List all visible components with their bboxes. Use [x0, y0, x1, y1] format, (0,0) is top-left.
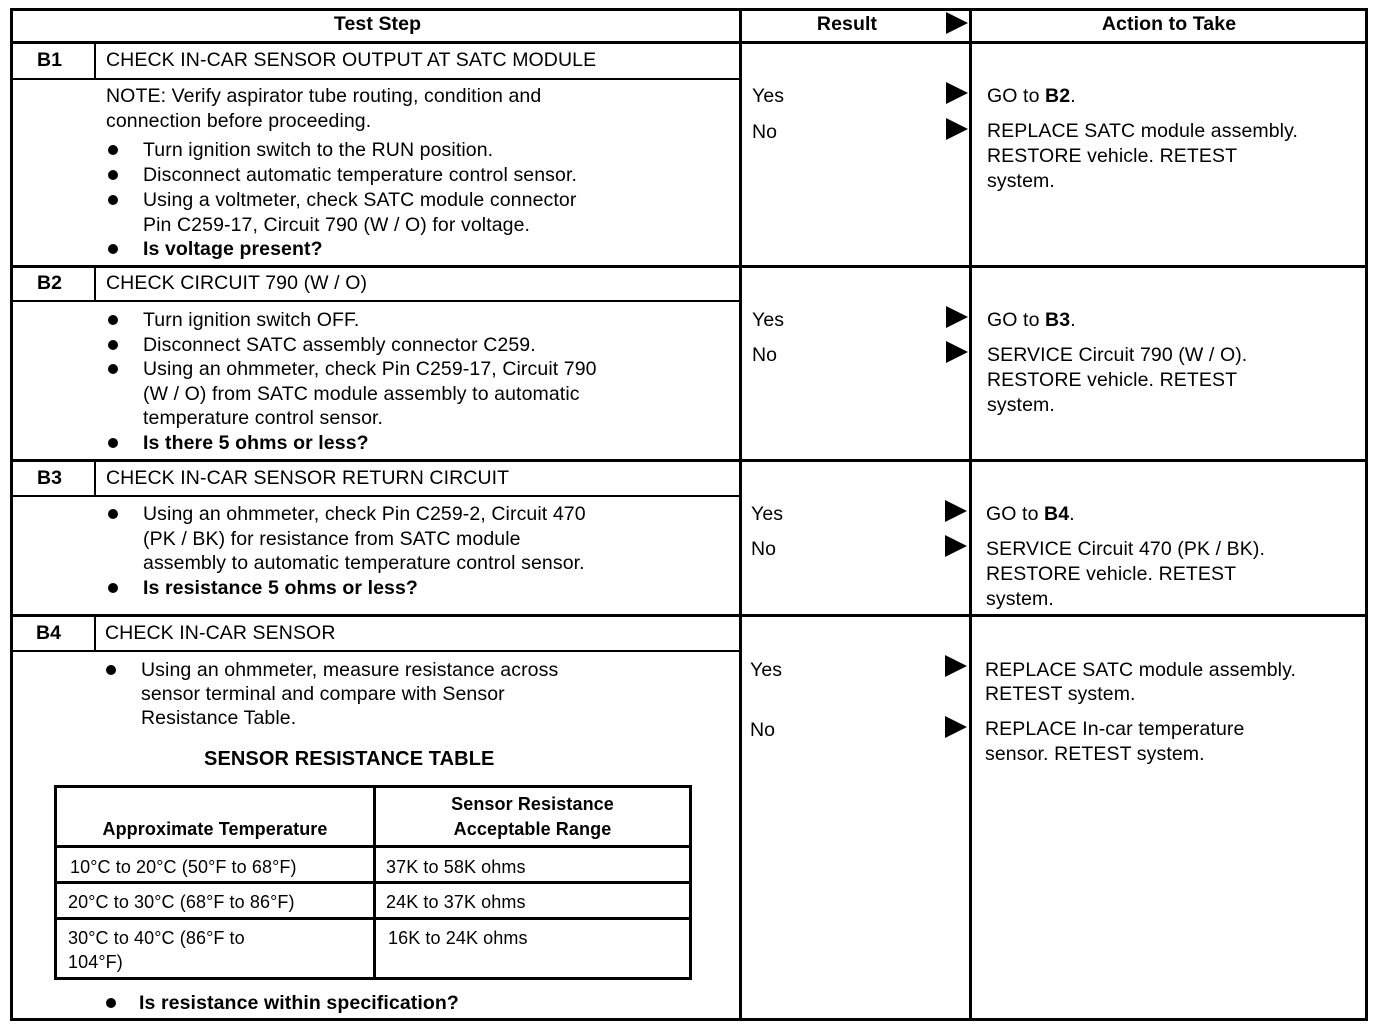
result-yes: Yes: [751, 503, 784, 525]
action-no-line: REPLACE In-car temperature: [985, 718, 1245, 740]
header-result: Result: [816, 13, 878, 35]
instruction-line: Turn ignition switch to the RUN position.: [143, 139, 494, 161]
arrow-right-icon: [945, 500, 967, 522]
action-yes: GO to B3.: [987, 309, 1076, 331]
arrow-right-icon: [945, 655, 967, 677]
instruction-line: assembly to automatic temperature control sensor.: [143, 552, 585, 574]
result-yes: Yes: [752, 309, 785, 331]
instruction-line: Turn ignition switch OFF.: [143, 309, 360, 331]
arrow-right-icon: [945, 535, 967, 557]
instruction-line: Using an ohmmeter, check Pin C259-2, Circuit 470: [143, 503, 586, 525]
instruction-line: Using a voltmeter, check SATC module connector: [143, 189, 577, 211]
table-cell-range: 37K to 58K ohms: [386, 857, 526, 877]
instruction-line: Using an ohmmeter, measure resistance across: [141, 659, 559, 681]
note-line: connection before proceeding.: [106, 110, 372, 132]
action-no-line: REPLACE SATC module assembly.: [987, 120, 1299, 142]
instruction-line: Using an ohmmeter, check Pin C259-17, Circuit 790: [143, 358, 597, 380]
arrow-right-icon: [946, 306, 968, 328]
bullet-icon: [108, 340, 118, 350]
arrow-right-icon: [946, 82, 968, 104]
instruction-line: Pin C259-17, Circuit 790 (W / O) for voltage.: [143, 214, 531, 236]
action-yes-line: REPLACE SATC module assembly.: [985, 659, 1297, 681]
question: Is resistance 5 ohms or less?: [143, 577, 418, 599]
instruction-line: sensor terminal and compare with Sensor: [141, 683, 505, 705]
result-yes: Yes: [752, 85, 785, 107]
step-id-b1: B1: [37, 49, 63, 71]
step-id-b3: B3: [37, 467, 63, 489]
arrow-right-icon: [946, 12, 968, 34]
step-id-b4: B4: [36, 622, 62, 644]
result-no: No: [752, 344, 778, 366]
step-id-b2: B2: [37, 272, 63, 294]
arrow-right-icon: [946, 341, 968, 363]
bullet-icon: [108, 170, 118, 180]
result-yes: Yes: [750, 659, 783, 681]
action-no-line: RESTORE vehicle. RETEST: [986, 563, 1237, 585]
result-no: No: [750, 719, 776, 741]
result-no: No: [752, 121, 778, 143]
question: Is there 5 ohms or less?: [143, 432, 369, 454]
step-title-b3: CHECK IN-CAR SENSOR RETURN CIRCUIT: [106, 467, 510, 489]
note-line: NOTE: Verify aspirator tube routing, condition and: [106, 85, 542, 107]
instruction-line: temperature control sensor.: [143, 407, 384, 429]
step-title-b2: CHECK CIRCUIT 790 (W / O): [106, 272, 368, 294]
table-cell-temp: 104°F): [68, 952, 123, 972]
table-cell-range: 16K to 24K ohms: [388, 928, 528, 948]
bullet-icon: [108, 509, 118, 519]
header-action: Action to Take: [1101, 13, 1237, 35]
action-no-line: sensor. RETEST system.: [985, 743, 1205, 765]
bullet-icon: [108, 145, 118, 155]
bullet-icon: [108, 244, 118, 254]
bullet-icon: [108, 583, 118, 593]
action-no-line: RESTORE vehicle. RETEST: [987, 369, 1238, 391]
instruction-line: (W / O) from SATC module assembly to automatic: [143, 383, 580, 405]
action-no-line: system.: [987, 170, 1055, 192]
table-title: SENSOR RESISTANCE TABLE: [204, 748, 495, 770]
action-no-line: system.: [987, 394, 1055, 416]
bullet-icon: [106, 665, 116, 675]
column-header-resistance: Sensor Resistance: [451, 794, 614, 814]
action-no-line: RESTORE vehicle. RETEST: [987, 145, 1238, 167]
step-title-b1: CHECK IN-CAR SENSOR OUTPUT AT SATC MODULE: [106, 49, 597, 71]
arrow-right-icon: [945, 716, 967, 738]
header-test-step: Test Step: [333, 13, 422, 35]
question: Is resistance within specification?: [139, 992, 459, 1014]
instruction-line: Resistance Table.: [141, 707, 297, 729]
bullet-icon: [108, 364, 118, 374]
column-header-temperature: Approximate Temperature: [102, 819, 328, 839]
question: Is voltage present?: [143, 238, 323, 260]
result-no: No: [751, 538, 777, 560]
table-cell-temp: 10°C to 20°C (50°F to 68°F): [70, 857, 297, 877]
table-cell-temp: 30°C to 40°C (86°F to: [68, 928, 245, 948]
bullet-icon: [108, 195, 118, 205]
action-yes: GO to B4.: [986, 503, 1075, 525]
table-cell-temp: 20°C to 30°C (68°F to 86°F): [68, 892, 295, 912]
action-yes: GO to B2.: [987, 85, 1076, 107]
table-cell-range: 24K to 37K ohms: [386, 892, 526, 912]
instruction-line: (PK / BK) for resistance from SATC module: [143, 528, 521, 550]
action-no-line: SERVICE Circuit 470 (PK / BK).: [986, 538, 1265, 560]
instruction-line: Disconnect automatic temperature control sensor.: [143, 164, 578, 186]
action-no-line: SERVICE Circuit 790 (W / O).: [987, 344, 1248, 366]
action-no-line: system.: [986, 588, 1054, 610]
arrow-right-icon: [946, 118, 968, 140]
bullet-icon: [108, 438, 118, 448]
bullet-icon: [106, 998, 116, 1008]
instruction-line: Disconnect SATC assembly connector C259.: [143, 334, 536, 356]
column-header-resistance: Acceptable Range: [453, 819, 612, 839]
action-yes-line: RETEST system.: [985, 683, 1136, 705]
bullet-icon: [108, 315, 118, 325]
step-title-b4: CHECK IN-CAR SENSOR: [105, 622, 336, 644]
